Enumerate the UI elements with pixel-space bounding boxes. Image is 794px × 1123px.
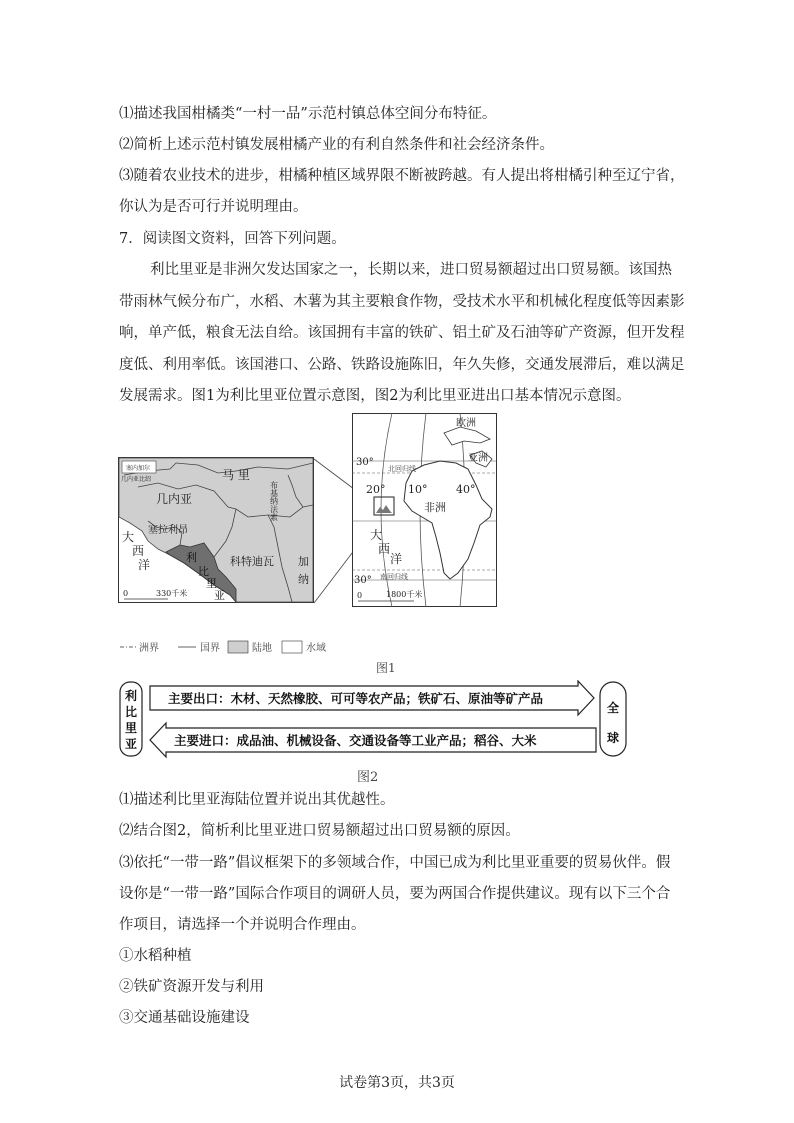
label-senegal: 塞内加尔 [126,465,151,472]
label-ghana: 加 [298,555,309,568]
label-cote-divoire: 科特迪瓦 [230,555,274,568]
label-lon-40: 40° [456,483,476,496]
option-transport: ③交通基础设施建设 [119,1010,250,1026]
detail-scale-zero: 0 [123,589,129,598]
label-liberia: 亚 [214,589,225,602]
label-ocean: 洋 [138,558,151,572]
figure1-overview-map [352,413,497,607]
global-box-label: 全 [607,701,620,715]
svg-text:布基纳法索: 布基纳法索 [269,481,279,521]
q7-passage-line: 利比里亚是非洲欠发达国家之一，长期以来，进口贸易额超过出口贸易额。该国热 [150,262,672,278]
label-sierra-leone: 塞拉利昂 [148,525,188,536]
figure1-caption: 图1 [376,661,396,675]
q7-sub-3: ⑶依托“一带一路”倡议框架下的多领域合作，中国已成为利比里亚重要的贸易伙伴。假 [119,855,671,871]
q7-heading: 7．阅读图文资料，回答下列问题。 [119,231,346,247]
global-box-label: 球 [607,731,620,745]
label-ocean: 大 [370,528,383,542]
label-guinea-bissau: 几内亚比绍 [121,476,152,483]
label-lon-20: 20° [366,483,386,496]
q7-sub-3-cont: 作项目，请选择一个并说明合作理由。 [119,917,366,933]
figure1-legend [118,638,358,656]
label-ocean: 大 [122,530,135,544]
label-guinea: 几内亚 [156,492,193,506]
legend-continent: 洲界 [139,643,159,654]
label-ocean: 西 [378,542,391,556]
label-africa: 非洲 [424,501,446,514]
q7-passage-line: 发展需求。图1为利比里亚位置示意图，图2为利比里亚进出口基本情况示意图。 [119,388,631,404]
option-iron: ②铁矿资源开发与利用 [119,979,264,995]
legend-land: 陆地 [252,643,272,654]
prev-question-3-cont: 你认为是否可行并说明理由。 [119,199,308,215]
liberia-box-label: 亚 [125,737,138,751]
label-liberia: 比 [198,565,209,578]
label-burkina [269,480,279,522]
figure2-caption: 图2 [357,770,379,785]
detail-scale-label: 330千米 [156,589,188,598]
q7-passage-line: 响，单产低，粮食无法自给。该国拥有丰富的铁矿、铝土矿及石油等矿产资源，但开发程 [119,325,685,341]
overview-scale-zero: 0 [357,591,363,600]
option-rice: ①水稻种植 [119,948,192,964]
q7-passage-line: 带雨林气候分布广，水稻、木薯为其主要粮食作物，受技术水平和机械化程度低等因素影 [119,294,685,310]
figure1-detail-map [118,457,314,603]
liberia-box-label: 里 [125,721,138,735]
label-liberia: 里 [206,577,217,590]
label-lon-10: 10° [408,483,428,496]
export-text: 主要出口：木材、天然橡胶、可可等农产品；铁矿石、原油等矿产品 [168,691,544,706]
label-ocean: 洋 [390,552,403,566]
label-tropic-south: 南回归线 [380,573,408,581]
label-liberia: 利 [186,551,197,564]
legend-water: 水域 [306,643,326,654]
label-lat-30s: 30° [354,575,372,586]
label-tropic-north: 北回归线 [388,465,416,473]
q7-sub-2: ⑵结合图2，简析利比里亚进口贸易额超过出口贸易额的原因。 [119,823,520,839]
prev-question-3: ⑶随着农业技术的进步，柑橘种植区域界限不断被跨越。有人提出将柑橘引种至辽宁省， [119,168,685,184]
label-asia: 亚洲 [468,453,488,464]
q7-passage-line: 度低、利用率低。该国港口、公路、铁路设施陈旧，年久失修，交通发展滞后，难以满足 [119,357,685,373]
q7-sub-3-cont: 设你是“一带一路”国际合作项目的调研人员，要为两国合作提供建议。现有以下三个合 [119,886,671,902]
label-europe: 欧洲 [456,418,476,429]
figure2-trade-diagram [118,680,630,760]
q7-sub-1: ⑴描述利比里亚海陆位置并说出其优越性。 [119,792,395,808]
import-text: 主要进口：成品油、机械设备、交通设备等工业产品；稻谷、大米 [174,733,537,748]
prev-question-1: ⑴描述我国柑橘类“一村一品”示范村镇总体空间分布特征。 [119,106,497,122]
label-lat-30n: 30° [356,457,374,468]
liberia-box-label: 利 [125,689,138,703]
liberia-box-label: 比 [125,705,138,719]
label-ghana-2: 纳 [298,573,309,586]
label-ocean: 西 [132,544,145,558]
label-mali: 马 里 [222,468,250,482]
overview-scale-label: 1800千米 [386,590,423,599]
prev-question-2: ⑵简析上述示范村镇发展柑橘产业的有利自然条件和社会经济条件。 [119,137,554,153]
page-footer: 试卷第3页，共3页 [339,1075,455,1091]
legend-border: 国界 [200,643,220,654]
